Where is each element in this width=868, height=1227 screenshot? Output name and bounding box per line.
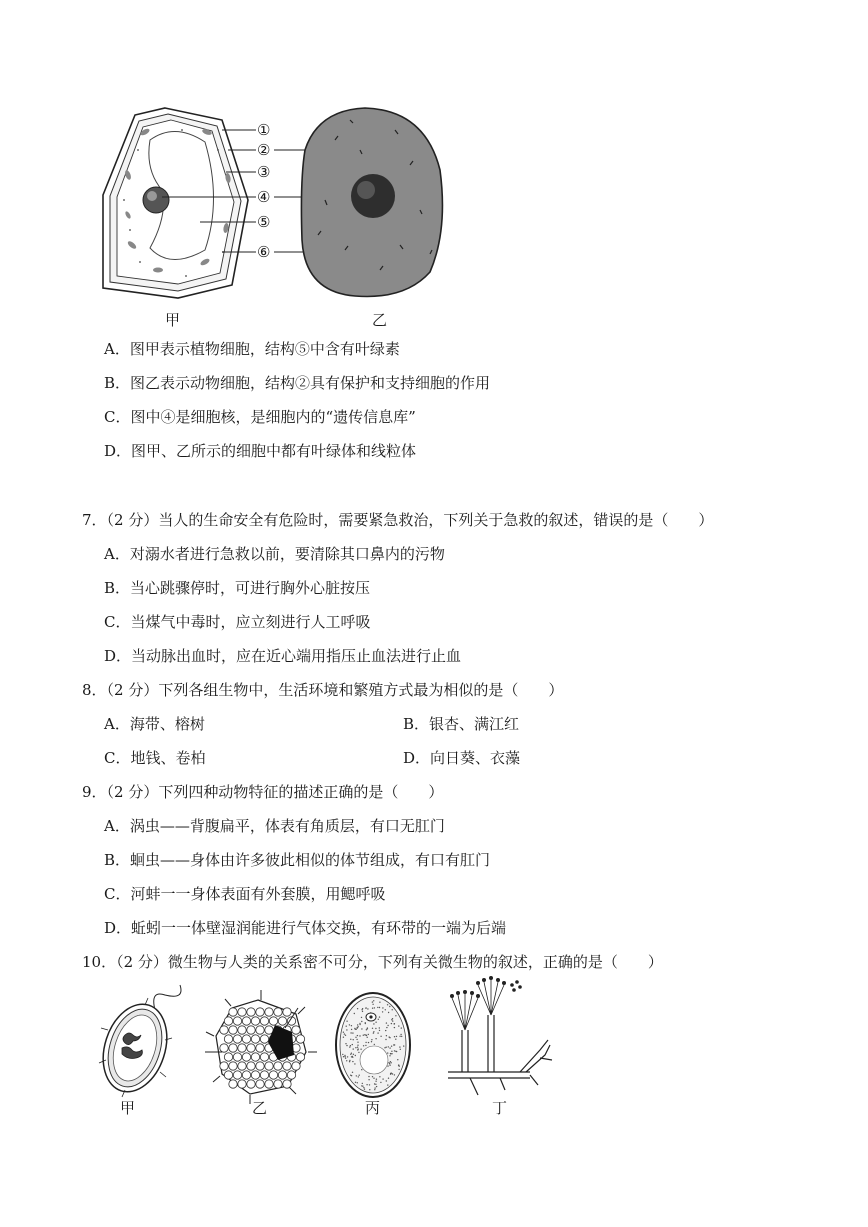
q9-option-a: A．涡虫——背腹扁平，体表有角质层，有口无肛门 [104,817,445,835]
q8-option-b: B．银杏、满江红 [403,715,520,733]
q7-option-c: C．当煤气中毒时，应立刻进行人工呼吸 [104,613,371,631]
q9-option-b: B．蛔虫——身体由许多彼此相似的体节组成，有口有肛门 [104,851,491,869]
q8-option-d: D．向日葵、衣藻 [403,749,521,767]
callout-5: ⑤ [257,213,271,231]
q6-option-c: C．图中④是细胞核，是细胞内的“遗传信息库” [104,408,416,426]
q6-option-d: D．图甲、乙所示的细胞中都有叶绿体和线粒体 [104,442,417,460]
q8-option-c: C．地钱、卷柏 [104,749,206,767]
figure2-label-yi: 乙 [252,1099,268,1117]
q7-option-a: A．对溺水者进行急救以前，要清除其口鼻内的污物 [104,545,445,563]
q7-stem: 7．（2 分）当人的生命安全有危险时，需要紧急救治，下列关于急救的叙述，错误的是（ ） [82,511,714,529]
q8-stem: 8．（2 分）下列各组生物中，生活环境和繁殖方式最为相似的是（ ） [82,681,564,699]
q7-option-b: B．当心跳骤停时，可进行胸外心脏按压 [104,579,371,597]
q10-stem: 10．（2 分）微生物与人类的关系密不可分，下列有关微生物的叙述，正确的是（ ） [82,953,663,971]
figure2-label-ding: 丁 [492,1099,508,1117]
q9-option-c: C．河蚌一一身体表面有外套膜，用鳃呼吸 [104,885,386,903]
figure-label-jia: 甲 [165,311,181,329]
figure2-label-jia: 甲 [120,1099,136,1117]
q6-option-a: A．图甲表示植物细胞，结构⑤中含有叶绿素 [104,340,400,358]
callout-3: ③ [257,163,271,181]
callout-4: ④ [257,188,271,206]
q7-option-d: D．当动脉出血时，应在近心端用指压止血法进行止血 [104,647,462,665]
q9-option-d: D．蚯蚓一一体壁湿润能进行气体交换，有环带的一端为后端 [104,919,507,937]
q8-option-a: A．海带、榕树 [104,715,205,733]
figure-label-yi: 乙 [372,311,388,329]
callout-1: ① [257,121,271,139]
callout-6: ⑥ [257,243,271,261]
callout-2: ② [257,141,271,159]
q6-option-b: B．图乙表示动物细胞，结构②具有保护和支持细胞的作用 [104,374,491,392]
figure2-label-bing: 丙 [365,1099,381,1117]
q9-stem: 9．（2 分）下列四种动物特征的描述正确的是（ ） [82,783,444,801]
